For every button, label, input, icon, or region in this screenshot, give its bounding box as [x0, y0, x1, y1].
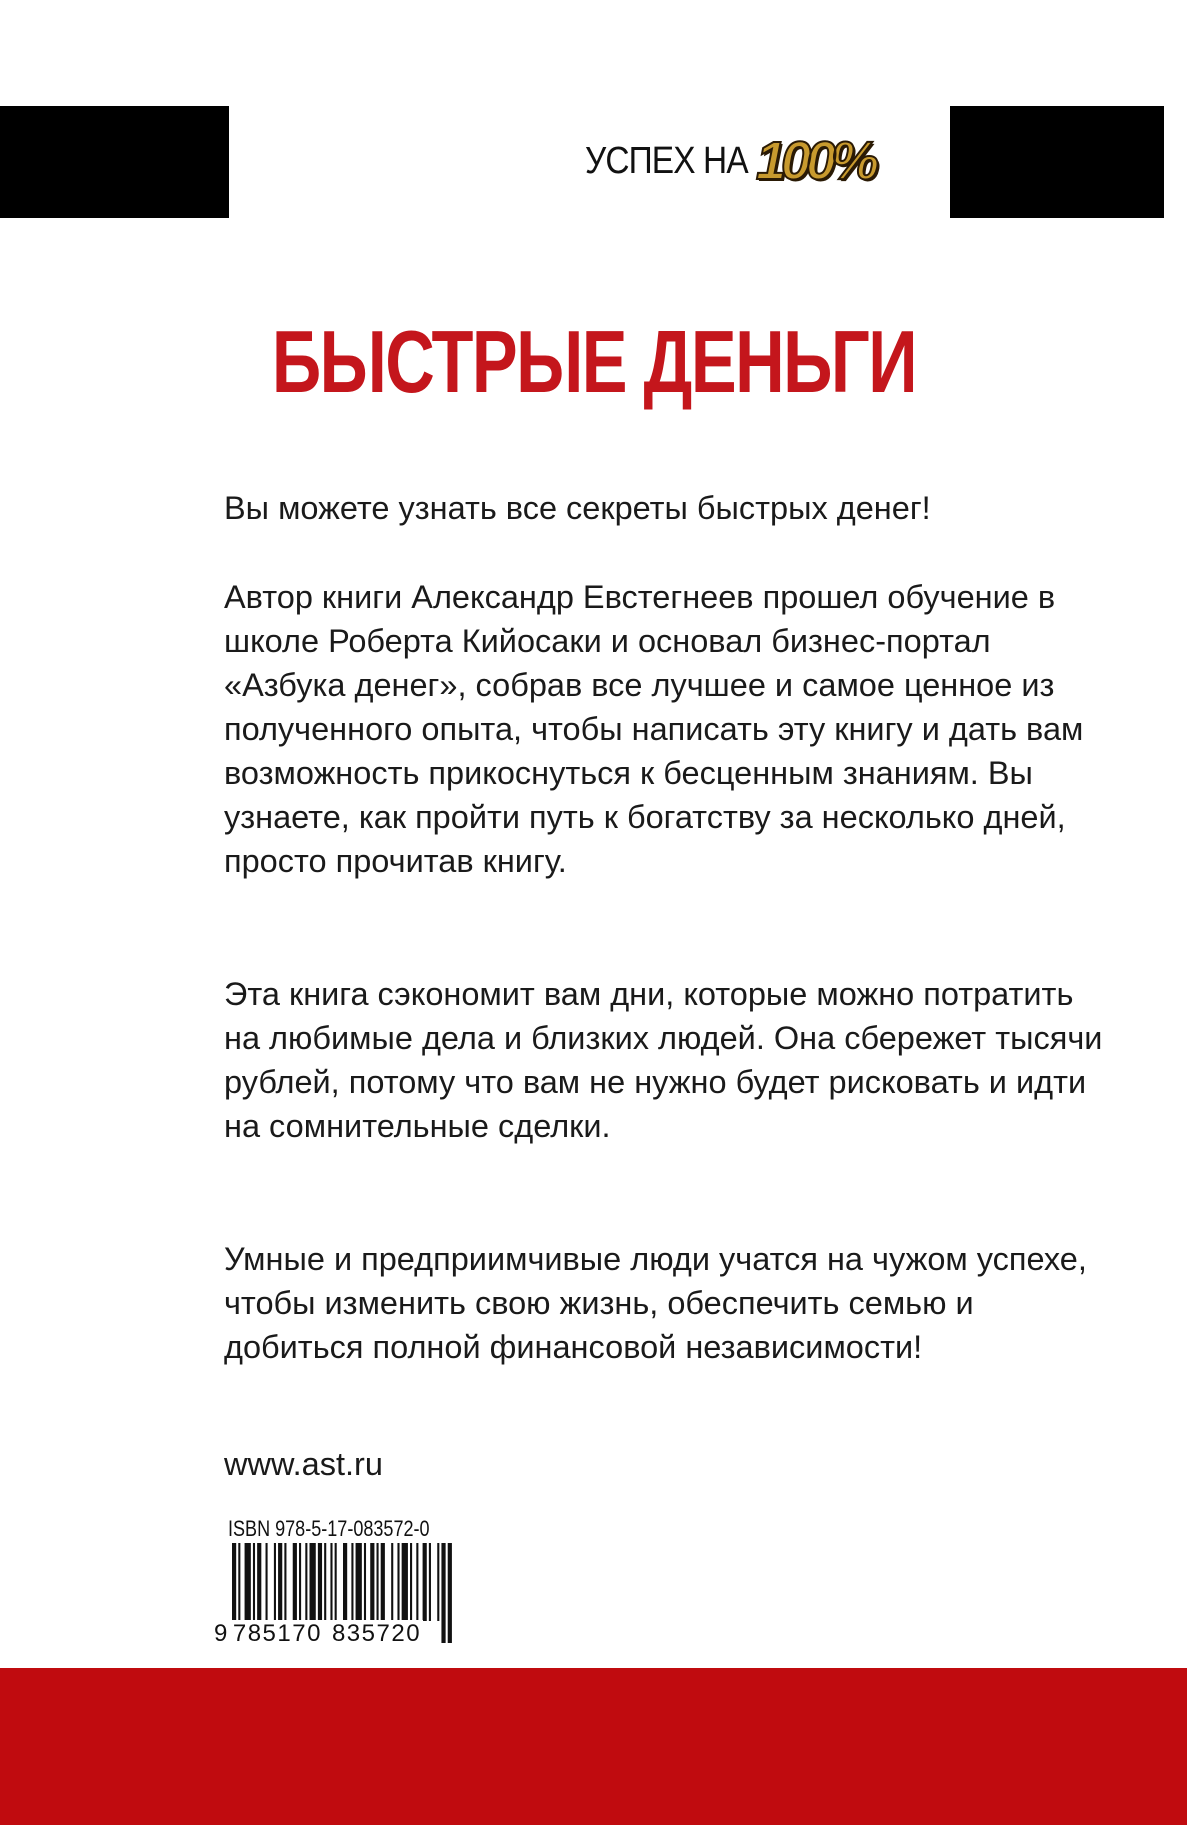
barcode-bar: [441, 1543, 445, 1643]
barcode-digits-left: 785170: [232, 1620, 322, 1647]
series-label: УСПЕХ НА: [585, 139, 748, 182]
barcode-bar: [351, 1543, 353, 1621]
barcode-bar: [305, 1543, 307, 1621]
barcode-bar: [397, 1543, 399, 1621]
barcode-bar: [284, 1543, 286, 1621]
barcode-bar: [278, 1543, 282, 1621]
isbn-label: ISBN 978-5-17-083572-0: [228, 1516, 430, 1541]
barcode-bar: [309, 1543, 315, 1621]
barcode-bar: [257, 1543, 261, 1621]
barcode-bar: [335, 1543, 337, 1621]
barcode-bar: [410, 1543, 412, 1621]
paragraph-3: [224, 972, 1104, 1148]
barcode-bar: [416, 1543, 418, 1621]
bottom-red-band: [0, 1668, 1187, 1825]
top-right-black-bar: [950, 106, 1164, 218]
barcode-bar: [245, 1543, 251, 1621]
barcode-bar: [318, 1543, 322, 1621]
book-title-text: БЫСТРЫЕ ДЕНЬГИ: [271, 312, 916, 411]
paragraph-text: Умные и предприимчивые люди учатся на чужом успехе, чтобы изменить свою жизнь, обеспечить семью и добиться полной финансовой независимости!: [224, 1241, 1087, 1365]
barcode-bar: [429, 1543, 431, 1621]
series-logo: [585, 126, 874, 196]
barcode-digit-lead: 9: [214, 1620, 229, 1647]
barcode-bar: [266, 1543, 268, 1621]
barcode-bar: [356, 1543, 362, 1621]
paragraph-text: Автор книги Александр Евстегнеев прошел обучение в школе Роберта Кийосаки и основал бизнес-портал «Азбука денег», собрав все лучшее и самое ценное из полученного опыта, чтобы написать эту книгу и дать вам возможность прикоснуться к бесценным знаниям. Вы узнаете, как пройти путь к богатству за несколько дней, просто прочитав книгу.: [224, 579, 1084, 879]
book-title: [0, 312, 1187, 411]
barcode-bar: [293, 1543, 297, 1621]
barcode-bar: [377, 1543, 379, 1621]
paragraph-text: Эта книга сэкономит вам дни, которые можно потратить на любимые дела и близких людей. Она сбережет тысячи рублей, потому что вам не нужно будет рисковать и идти на сомнительные сделки.: [224, 976, 1103, 1144]
top-left-black-bar: [0, 106, 229, 218]
barcode-bar: [370, 1543, 374, 1621]
barcode-bar: [364, 1543, 366, 1621]
barcode-bar: [402, 1543, 408, 1621]
barcode-bar: [274, 1543, 276, 1621]
website-link[interactable]: www.ast.ru: [224, 1446, 383, 1482]
barcode-bar: [423, 1543, 427, 1621]
barcode-bar: [437, 1543, 439, 1621]
barcode-bar: [253, 1543, 255, 1621]
barcode-bar: [330, 1543, 332, 1621]
barcode-bar: [381, 1543, 385, 1621]
barcode-bar: [324, 1543, 326, 1621]
barcode-digits: [212, 1620, 423, 1648]
barcode-bar: [391, 1543, 393, 1621]
paragraph-4: [224, 1237, 1104, 1369]
paragraph-1: [224, 486, 1104, 530]
barcode-bar: [299, 1543, 301, 1621]
paragraph-2: [224, 575, 1104, 883]
paragraph-text: Вы можете узнать все секреты быстрых денег!: [224, 490, 931, 526]
barcode-bar: [448, 1543, 452, 1643]
barcode-digits-right: 835720: [331, 1620, 422, 1647]
series-percent: 100%: [755, 131, 875, 191]
